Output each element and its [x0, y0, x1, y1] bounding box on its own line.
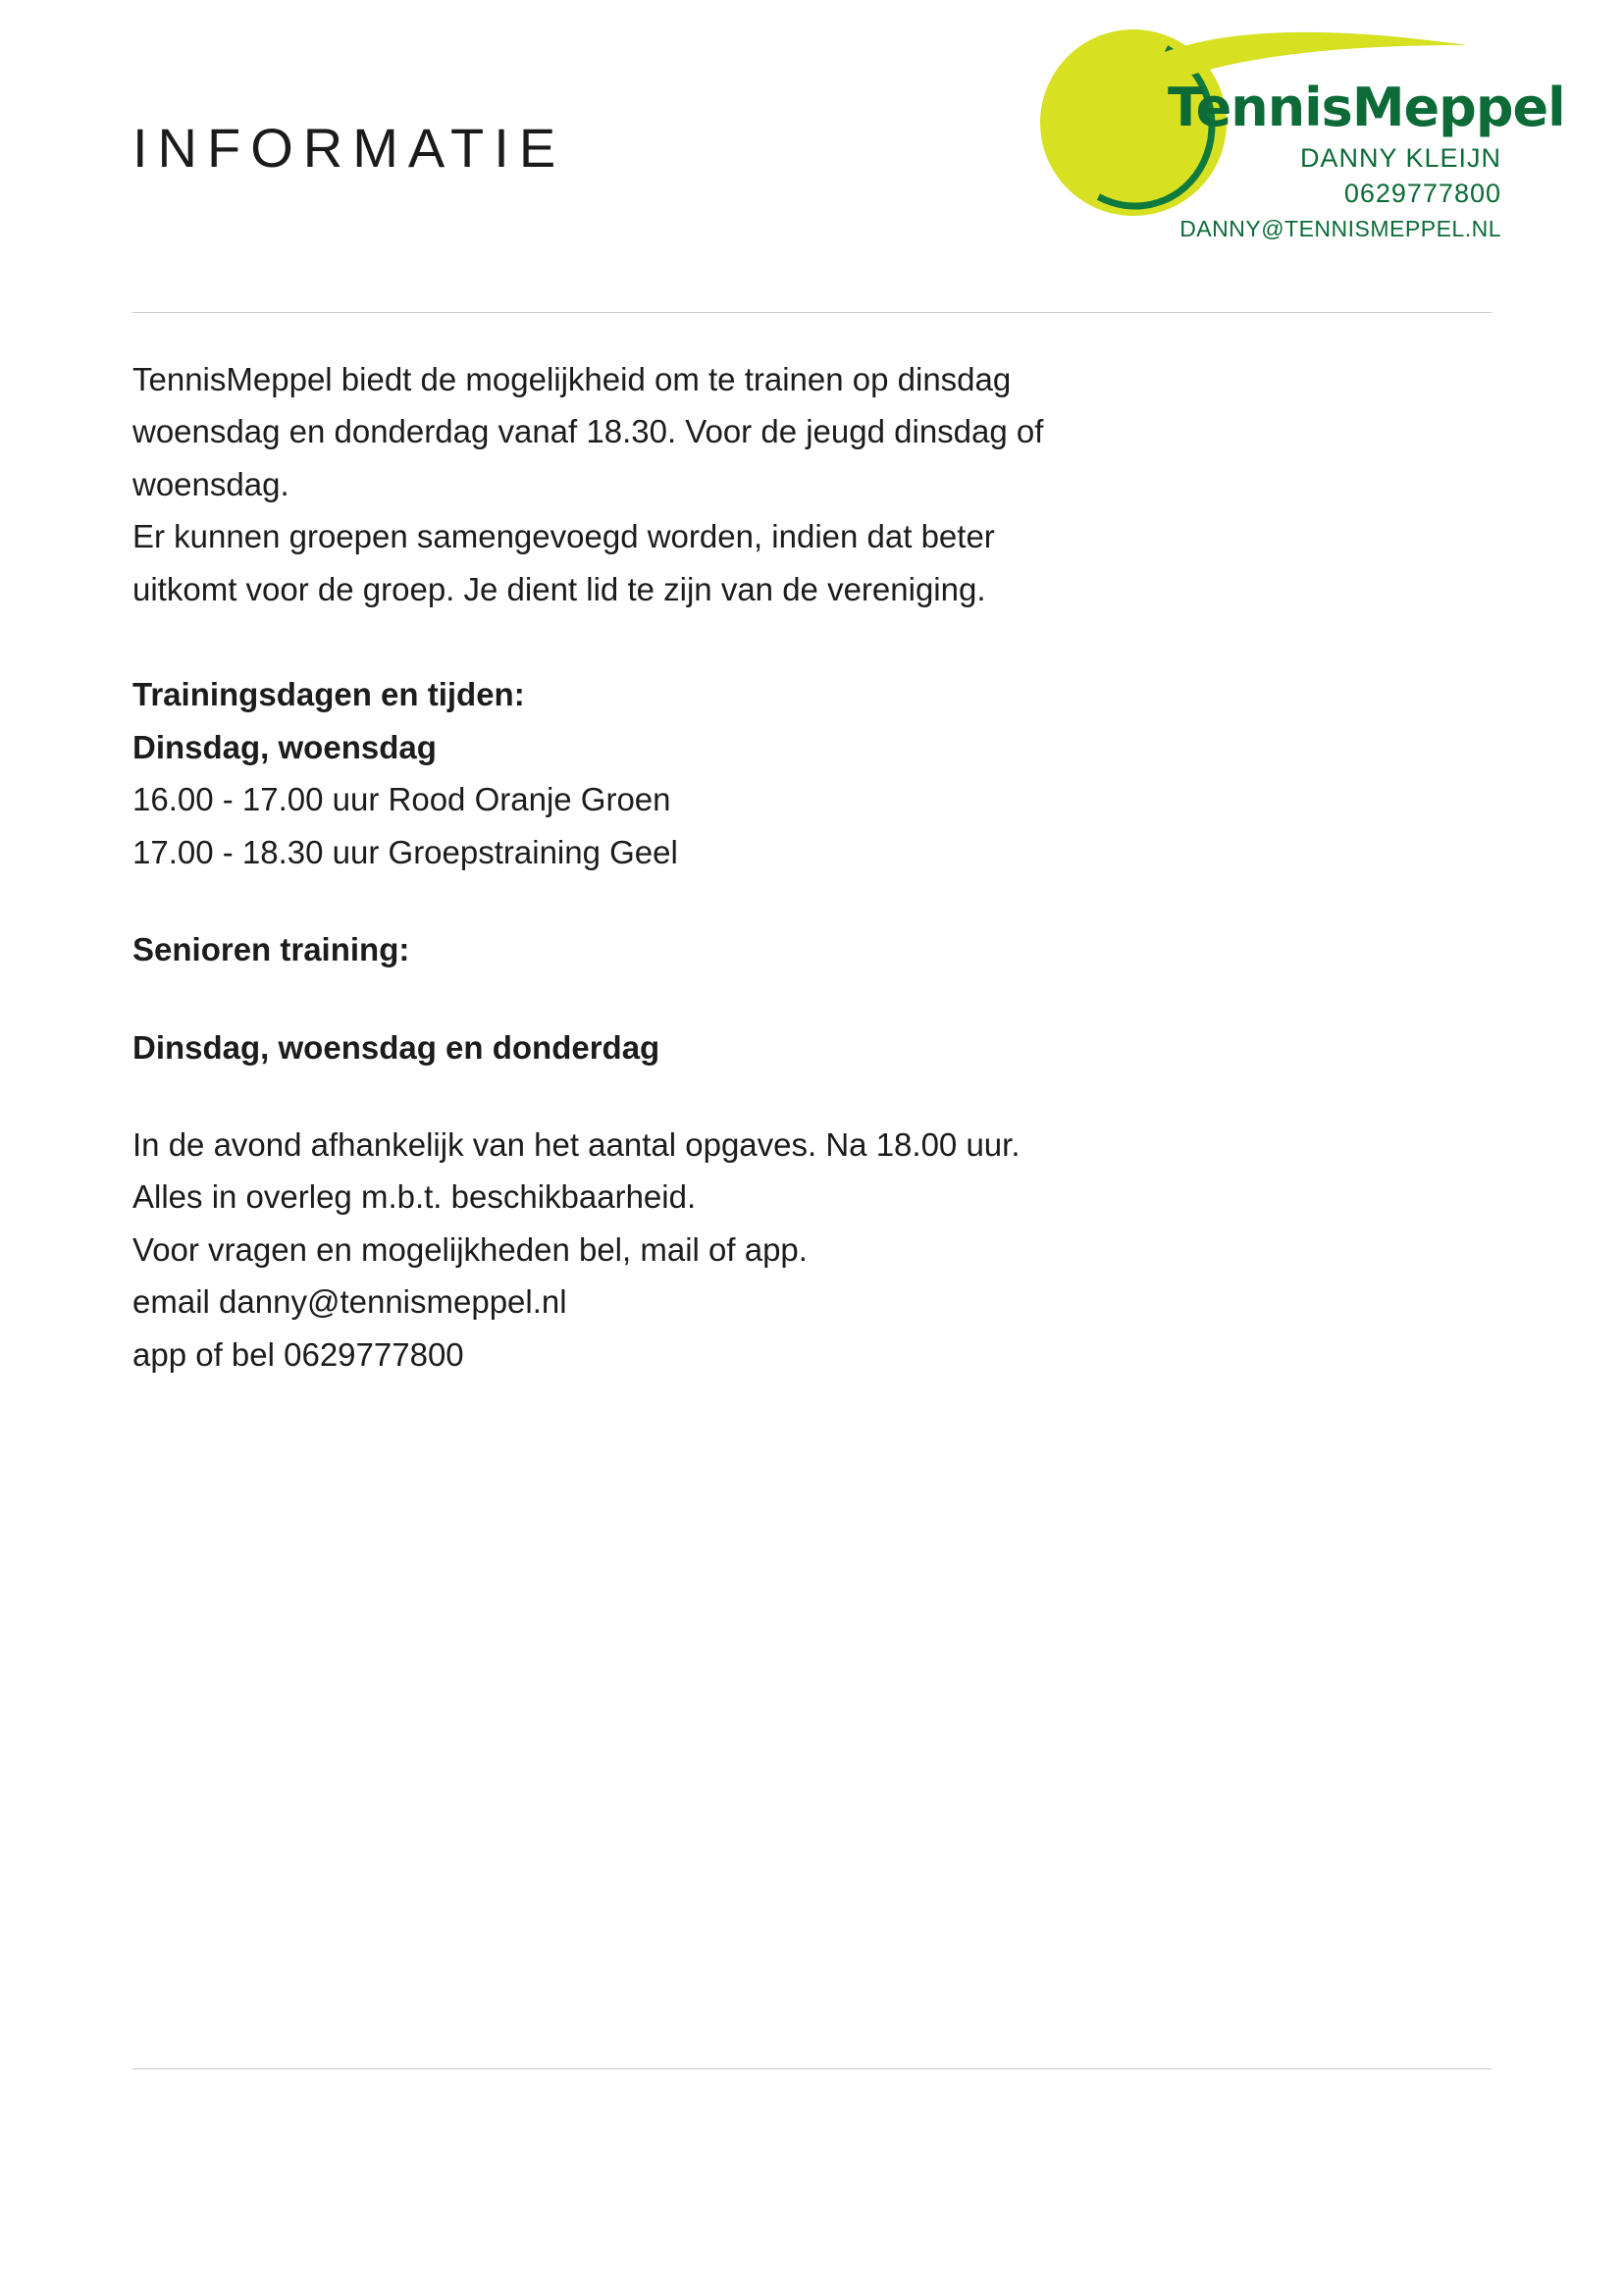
contact-email-line: email danny@tennismeppel.nl — [132, 1283, 567, 1321]
training-time-line: 16.00 - 17.00 uur Rood Oranje Groen — [132, 781, 671, 818]
contact-phone-line: app of bel 0629777800 — [132, 1335, 464, 1373]
spacer — [132, 615, 1408, 668]
logo-phone: 0629777800 — [1343, 179, 1501, 208]
page-title: INFORMATIE — [132, 117, 566, 179]
logo-wordmark: TennisMeppel — [1168, 77, 1565, 138]
closing-line: Voor vragen en mogelijkheden bel, mail of app. — [132, 1230, 808, 1268]
section-subheading-seniors-days: Dinsdag, woensdag en donderdag — [132, 1028, 660, 1066]
logo-contact-name: DANNY KLEIJN — [1299, 143, 1501, 173]
document-header — [132, 0, 1565, 294]
closing-line: In de avond afhankelijk van het aantal opgaves. Na 18.00 uur. — [132, 1125, 1021, 1163]
tennismeppel-logo — [1040, 29, 1565, 265]
header-divider — [132, 312, 1492, 313]
training-time-line: 17.00 - 18.30 uur Groepstraining Geel — [132, 833, 678, 870]
spacer — [132, 1073, 1408, 1119]
intro-line: TennisMeppel biedt de mogelijkheid om te trainen op dinsdag — [132, 361, 1012, 397]
spacer — [132, 878, 1408, 923]
intro-line: Er kunnen groepen samengevoegd worden, indien dat beter — [132, 518, 995, 555]
intro-line: uitkomt voor de groep. Je dient lid te zijn van de vereniging. — [132, 570, 986, 607]
intro-line: woensdag en donderdag vanaf 18.30. Voor de jeugd dinsdag of — [132, 413, 1044, 450]
closing-line: Alles in overleg m.b.t. beschikbaarheid. — [132, 1178, 697, 1216]
spacer — [132, 976, 1408, 1021]
section-subheading-days: Dinsdag, woensdag — [132, 728, 437, 765]
document-body — [132, 353, 1408, 1381]
logo-email: DANNY@TENNISMEPPEL.NL — [1179, 216, 1501, 241]
footer-divider — [132, 2068, 1492, 2069]
intro-line: woensdag. — [132, 465, 289, 502]
section-heading-seniors: Senioren training: — [132, 931, 410, 968]
section-heading-training-days: Trainingsdagen en tijden: — [132, 676, 525, 713]
